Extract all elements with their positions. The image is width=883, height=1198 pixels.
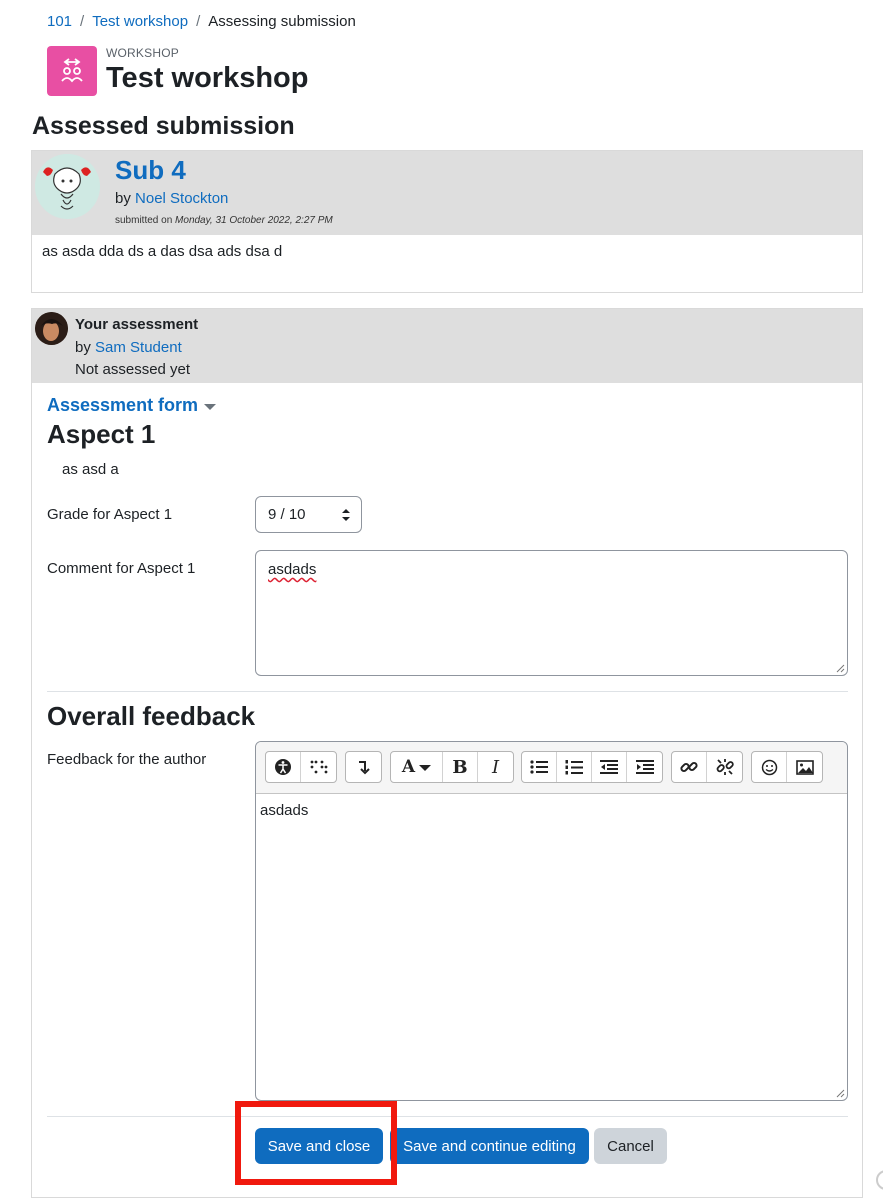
- save-and-continue-button[interactable]: Save and continue editing: [390, 1128, 589, 1164]
- select-arrows-icon: [341, 508, 351, 522]
- breadcrumb-course-link[interactable]: 101: [47, 13, 73, 30]
- author-link[interactable]: Noel Stockton: [135, 190, 229, 207]
- unlink-icon[interactable]: [707, 752, 742, 782]
- bullet-list-icon[interactable]: [522, 752, 557, 782]
- workshop-icon: [47, 46, 97, 96]
- page-title: Test workshop: [106, 62, 309, 94]
- submission-title-link[interactable]: Sub 4: [115, 155, 186, 185]
- assessor-line: [75, 339, 182, 356]
- aspect-description: as asd a: [62, 461, 119, 478]
- feedback-label: Feedback for the author: [47, 751, 207, 768]
- assessment-status: Not assessed yet: [75, 361, 191, 378]
- comment-textarea[interactable]: [255, 550, 848, 676]
- assessment-card: [31, 308, 863, 1198]
- breadcrumb-current: Assessing submission: [208, 13, 356, 30]
- submitted-prefix: submitted on: [115, 215, 173, 226]
- aspect-title: Aspect 1: [47, 419, 156, 449]
- submission-card: [31, 150, 863, 293]
- resize-handle-icon[interactable]: [835, 1088, 845, 1098]
- assessor-link[interactable]: Sam Student: [95, 339, 182, 356]
- author-avatar[interactable]: [35, 154, 100, 219]
- comment-text: asdads: [268, 561, 317, 578]
- comment-label: Comment for Aspect 1: [47, 560, 196, 577]
- overall-feedback-title: Overall feedback: [47, 701, 256, 731]
- caret-down-icon: [204, 404, 216, 410]
- assessment-form-label: Assessment form: [47, 395, 199, 415]
- highlight-box: [235, 1101, 397, 1185]
- feedback-text[interactable]: asdads: [260, 802, 309, 819]
- toolbar-group-links: [671, 751, 743, 783]
- italic-icon[interactable]: I: [491, 756, 500, 778]
- editor-toolbar: [256, 742, 847, 794]
- section-title: Assessed submission: [32, 112, 295, 140]
- resize-handle-icon[interactable]: [835, 663, 845, 673]
- assessment-header: [32, 309, 862, 383]
- save-and-close-button[interactable]: Save and close: [255, 1128, 383, 1164]
- grade-label: Grade for Aspect 1: [47, 506, 173, 523]
- module-type-label: WORKSHOP: [106, 46, 179, 60]
- assessor-avatar[interactable]: [35, 312, 68, 345]
- grade-value: 9 / 10: [268, 506, 306, 523]
- submitted-date: Monday, 31 October 2022, 2:27 PM: [175, 215, 333, 226]
- assessment-title: Your assessment: [75, 316, 199, 333]
- link-icon[interactable]: [672, 752, 707, 782]
- breadcrumb-separator: /: [196, 13, 201, 30]
- by-prefix: by: [115, 190, 131, 207]
- grade-select[interactable]: [255, 496, 362, 533]
- by-prefix: by: [75, 339, 91, 356]
- braille-icon[interactable]: [301, 752, 336, 782]
- image-icon[interactable]: [787, 752, 822, 782]
- toolbar-group-media: [751, 751, 823, 783]
- toolbar-group-accessibility: [265, 751, 337, 783]
- accessibility-icon[interactable]: [266, 752, 301, 782]
- partial-circle-icon: [876, 1170, 883, 1190]
- breadcrumb-workshop-link[interactable]: Test workshop: [92, 13, 189, 30]
- assessment-form-toggle[interactable]: [47, 395, 216, 416]
- insert-line-icon[interactable]: [346, 752, 381, 782]
- submission-author-line: [115, 190, 228, 207]
- breadcrumb: [47, 13, 356, 30]
- submission-date-line: [115, 215, 333, 226]
- submission-content: as asda dda ds a das dsa ads dsa d: [42, 243, 283, 260]
- indent-icon[interactable]: [627, 752, 662, 782]
- section-divider: [47, 691, 848, 692]
- bold-icon[interactable]: B: [443, 752, 478, 782]
- numbered-list-icon[interactable]: [557, 752, 592, 782]
- toolbar-group-insert: [345, 751, 382, 783]
- toolbar-group-lists: [521, 751, 663, 783]
- submission-header: [32, 151, 862, 235]
- breadcrumb-separator: /: [80, 13, 85, 30]
- outdent-icon[interactable]: [592, 752, 627, 782]
- emoji-icon[interactable]: [752, 752, 787, 782]
- feedback-editor[interactable]: [255, 741, 848, 1101]
- button-divider: [47, 1116, 848, 1117]
- font-color-icon[interactable]: A: [391, 752, 443, 782]
- cancel-button[interactable]: Cancel: [594, 1128, 667, 1164]
- toolbar-group-format: [390, 751, 514, 783]
